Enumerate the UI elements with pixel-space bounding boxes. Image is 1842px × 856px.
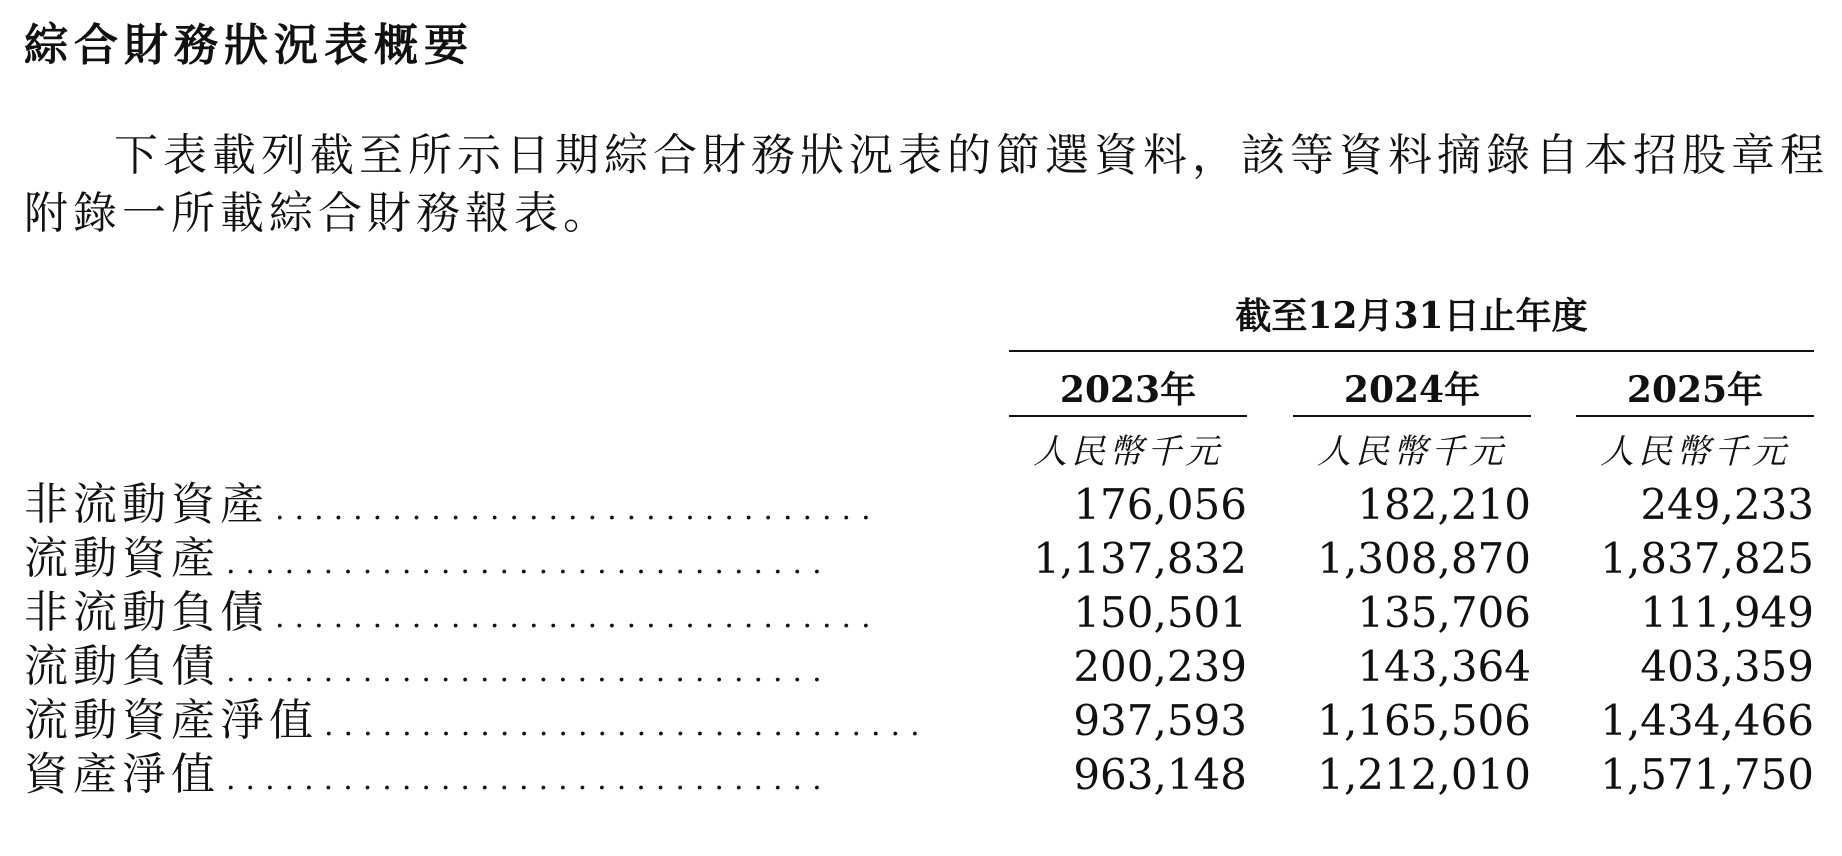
table-row-current-liabilities <box>24 640 1814 694</box>
table-row-non-current-assets <box>24 478 1814 532</box>
cell-2023: 176,056 <box>1073 480 1247 529</box>
row-label: 非流動負債 <box>24 587 269 638</box>
cell-2024: 1,165,506 <box>1317 696 1531 745</box>
cell-2023: 150,501 <box>1073 588 1247 637</box>
cell-2023: 200,239 <box>1073 642 1247 691</box>
intro-paragraph-line-2: 附錄一所載綜合財務報表。 <box>24 188 612 239</box>
section-title: 綜合財務狀況表概要 <box>24 20 474 71</box>
intro-paragraph-line-1: 下表載列截至所示日期綜合財務狀況表的節選資料，該等資料摘錄自本招股章程 <box>114 130 1829 181</box>
cell-2024: 182,210 <box>1357 480 1531 529</box>
row-label: 資產淨值 <box>24 749 220 800</box>
unit-label-2023: 人民幣千元 <box>1033 432 1223 472</box>
cell-2025: 1,434,466 <box>1600 696 1814 745</box>
cell-2023: 937,593 <box>1073 696 1247 745</box>
table-row-non-current-liabilities <box>24 586 1814 640</box>
unit-label-2025: 人民幣千元 <box>1600 432 1790 472</box>
table-row-net-current-assets <box>24 694 1814 748</box>
table-row-current-assets <box>24 532 1814 586</box>
cell-2024: 1,212,010 <box>1317 750 1531 799</box>
cell-2025: 1,837,825 <box>1600 534 1814 583</box>
year-header-2023: 2023年 <box>1059 369 1197 411</box>
dot-leader: ............................... <box>226 654 832 689</box>
dot-leader: ............................... <box>275 600 881 635</box>
cell-2023: 1,137,832 <box>1033 534 1247 583</box>
dot-leader: ............................... <box>226 762 832 797</box>
cell-2024: 143,364 <box>1357 642 1531 691</box>
cell-2025: 249,233 <box>1640 480 1814 529</box>
period-header: 截至12月31日止年度 <box>1235 295 1588 337</box>
year-rule-2024 <box>1293 415 1531 417</box>
cell-2023: 963,148 <box>1073 750 1247 799</box>
cell-2024: 135,706 <box>1357 588 1531 637</box>
year-header-2025: 2025年 <box>1626 369 1764 411</box>
cell-2025: 403,359 <box>1640 642 1814 691</box>
table-row-net-assets <box>24 748 1814 802</box>
unit-label-2024: 人民幣千元 <box>1317 432 1507 472</box>
dot-leader: ............................... <box>275 492 881 527</box>
year-header-2024: 2024年 <box>1343 369 1481 411</box>
cell-2024: 1,308,870 <box>1317 534 1531 583</box>
dot-leader: ............................... <box>324 708 930 743</box>
year-rule-2023 <box>1009 415 1247 417</box>
row-label: 非流動資產 <box>24 479 269 530</box>
dot-leader: ............................... <box>226 546 832 581</box>
cell-2025: 1,571,750 <box>1600 750 1814 799</box>
row-label: 流動資產 <box>24 533 220 584</box>
period-header-rule <box>1009 350 1814 352</box>
row-label: 流動資產淨值 <box>24 695 318 746</box>
cell-2025: 111,949 <box>1640 588 1814 637</box>
year-rule-2025 <box>1576 415 1814 417</box>
row-label: 流動負債 <box>24 641 220 692</box>
